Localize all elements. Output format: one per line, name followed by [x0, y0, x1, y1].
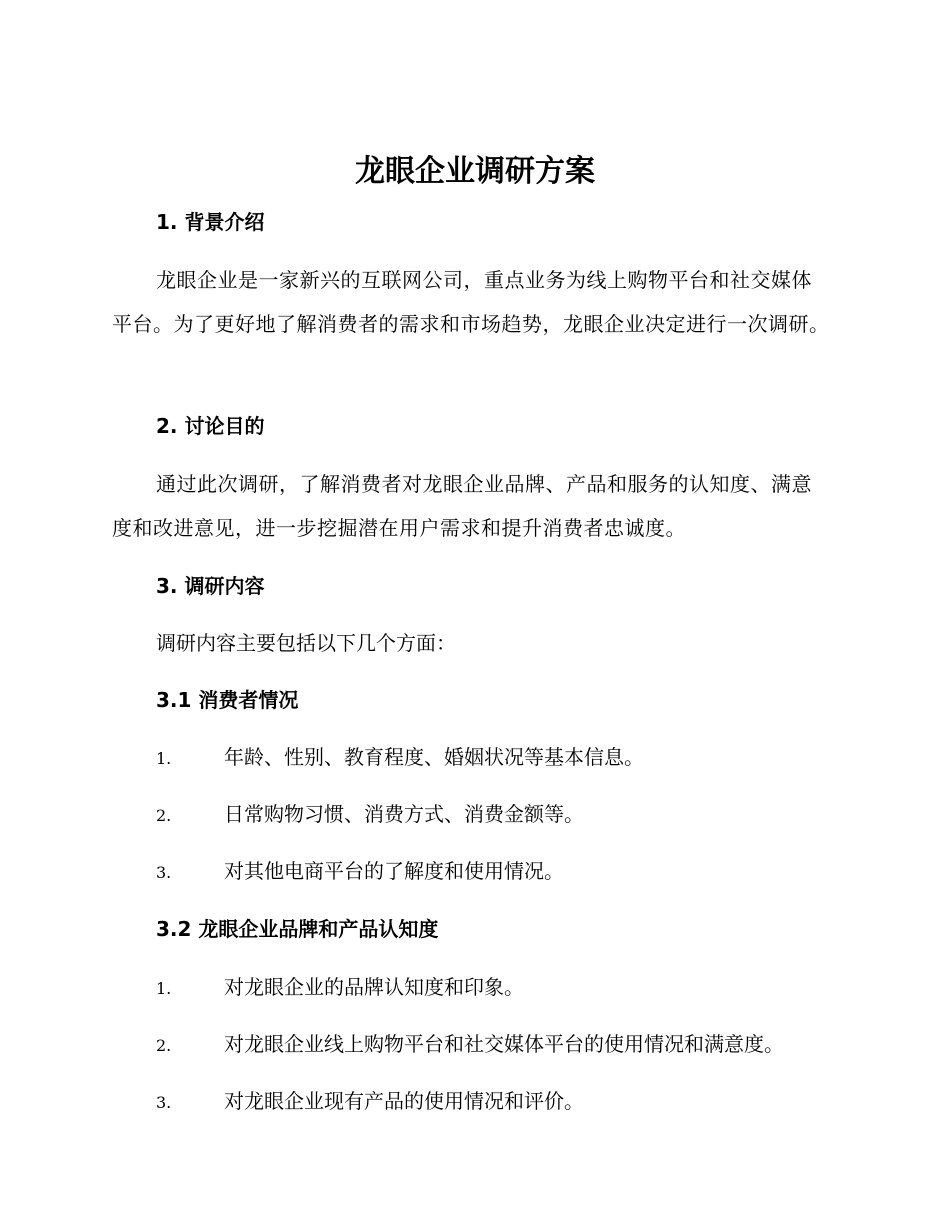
list-item-text: 日常购物习惯、消费方式、消费金额等。: [224, 802, 584, 826]
section-paragraph-background: 龙眼企业是一家新兴的互联网公司，重点业务为线上购物平台和社交媒体平台。为了更好地了解消费者的需求和市场趋势，龙眼企业决定进行一次调研。: [112, 268, 830, 336]
list-item-text: 对其他电商平台的了解度和使用情况。: [224, 859, 564, 883]
list-item: [156, 1030, 856, 1087]
list-item-number: 1.: [156, 979, 172, 998]
list-item-number: 3.: [156, 863, 172, 882]
subsection-list-consumer: [156, 743, 856, 914]
section-heading-background: 1. 背景介绍: [156, 210, 265, 234]
list-item-number: 2.: [156, 806, 172, 825]
list-item-number: 3.: [156, 1093, 172, 1112]
list-item: [156, 800, 856, 857]
section-heading-purpose: 2. 讨论目的: [156, 414, 265, 438]
list-item-text: 对龙眼企业现有产品的使用情况和评价。: [224, 1089, 584, 1113]
list-item-number: 1.: [156, 749, 172, 768]
list-item: [156, 1087, 856, 1144]
list-item-text: 年龄、性别、教育程度、婚姻状况等基本信息。: [224, 745, 644, 769]
document-title: 龙眼企业调研方案: [355, 154, 595, 189]
section-heading-content: 3. 调研内容: [156, 574, 265, 598]
subsection-list-brand-awareness: [156, 973, 856, 1144]
list-item-text: 对龙眼企业的品牌认知度和印象。: [224, 975, 524, 999]
list-item-number: 2.: [156, 1036, 172, 1055]
subsection-heading-consumer: 3.1 消费者情况: [156, 688, 299, 712]
list-item: [156, 743, 856, 800]
list-item-text: 对龙眼企业线上购物平台和社交媒体平台的使用情况和满意度。: [224, 1032, 784, 1056]
subsection-heading-brand-awareness: 3.2 龙眼企业品牌和产品认知度: [156, 917, 439, 941]
list-item: [156, 857, 856, 914]
section-intro-content: 调研内容主要包括以下几个方面：: [156, 631, 456, 655]
section-paragraph-purpose: 通过此次调研，了解消费者对龙眼企业品牌、产品和服务的认知度、满意度和改进意见，进一步挖掘潜在用户需求和提升消费者忠诚度。: [112, 472, 812, 540]
list-item: [156, 973, 856, 1030]
